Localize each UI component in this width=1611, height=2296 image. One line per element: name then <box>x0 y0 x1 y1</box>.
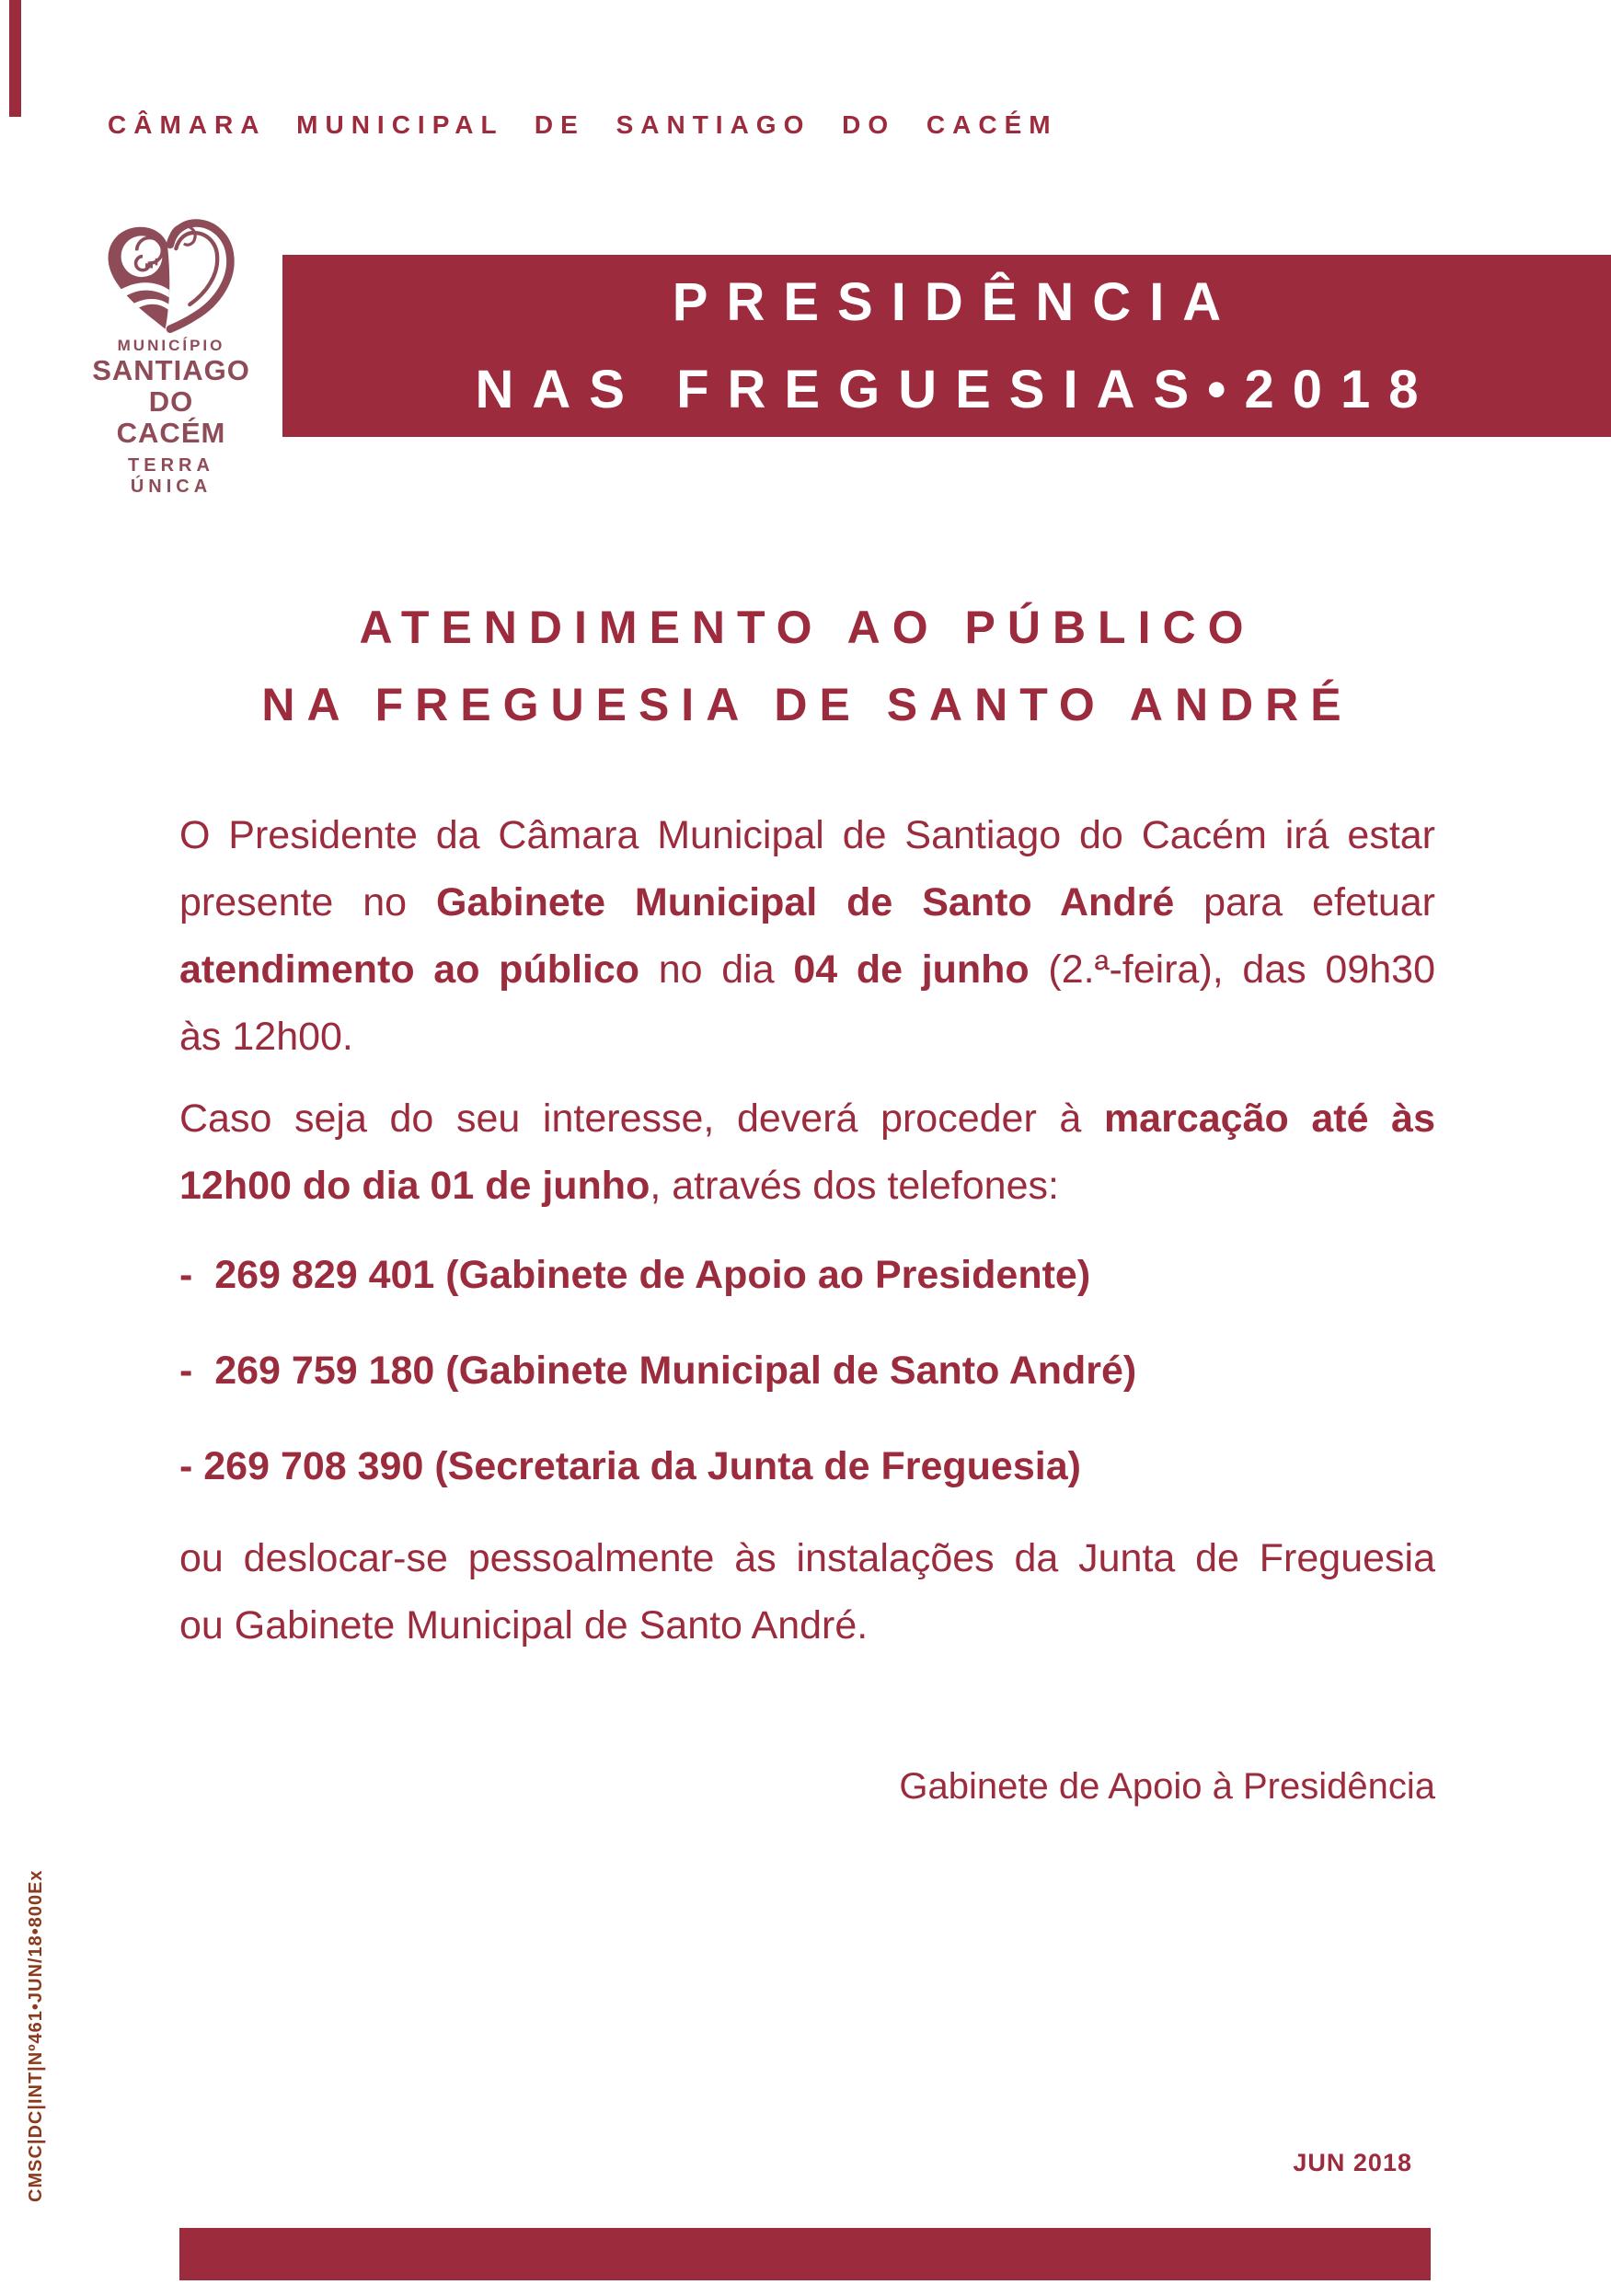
paragraph-attendance-info: O Presidente da Câmara Municipal de Santiago do Cacém irá estar presente no Gabinete Municipal de Santo André para efetuar atendimento ao público no dia 04 de junho (2.ª-feira), das 09h30 às 12h00. <box>179 813 1436 1059</box>
phone-item-parish-secretariat: - 269 708 390 (Secretaria da Junta de Freguesia) <box>179 1444 1081 1488</box>
logo-text-tagline: TERRA ÚNICA <box>128 455 214 497</box>
logo-text-municipio: MUNICÍPIO <box>117 337 225 354</box>
logo-text-santiago: SANTIAGO <box>92 354 250 386</box>
notice-title-line-1: ATENDIMENTO AO PÚBLICO <box>359 602 1256 653</box>
bottom-accent-bar <box>179 2228 1431 2280</box>
logo-text-do-cacem: DO CACÉM <box>116 385 226 449</box>
phone-item-municipal-office: - 269 759 180 (Gabinete Municipal de Santo André) <box>179 1349 1137 1393</box>
banner-line-1: PRESIDÊNCIA <box>672 272 1240 332</box>
presidencia-banner <box>282 255 1611 437</box>
document-reference-code: CMSC|DC|INT|Nº461•JUN/18•800Ex <box>26 1869 46 2202</box>
paragraph-in-person-option: ou deslocar-se pessoalmente às instalações da Junta de Freguesia ou Gabinete Municipal de Santo André. <box>179 1536 1435 1647</box>
footer-date: JUN 2018 <box>1293 2149 1412 2176</box>
banner-line-2: NAS FREGUESIAS•2018 <box>475 360 1437 419</box>
top-left-accent-bar <box>9 0 21 117</box>
signoff-office: Gabinete de Apoio à Presidência <box>899 1766 1435 1807</box>
heart-wave-logo-icon <box>98 217 245 333</box>
municipality-header: CÂMARA MUNICIPAL DE SANTIAGO DO CACÉM <box>108 110 1058 139</box>
phone-item-president-office: - 269 829 401 (Gabinete de Apoio ao Presidente) <box>179 1253 1091 1297</box>
paragraph-booking-info: Caso seja do seu interesse, deverá proceder à marcação até às 12h00 do dia 01 de junho, através dos telefones: <box>179 1096 1435 1208</box>
notice-title-line-2: NA FREGUESIA DE SANTO ANDRÉ <box>261 679 1353 730</box>
notice-title <box>179 589 1435 743</box>
municipality-logo <box>92 217 250 498</box>
